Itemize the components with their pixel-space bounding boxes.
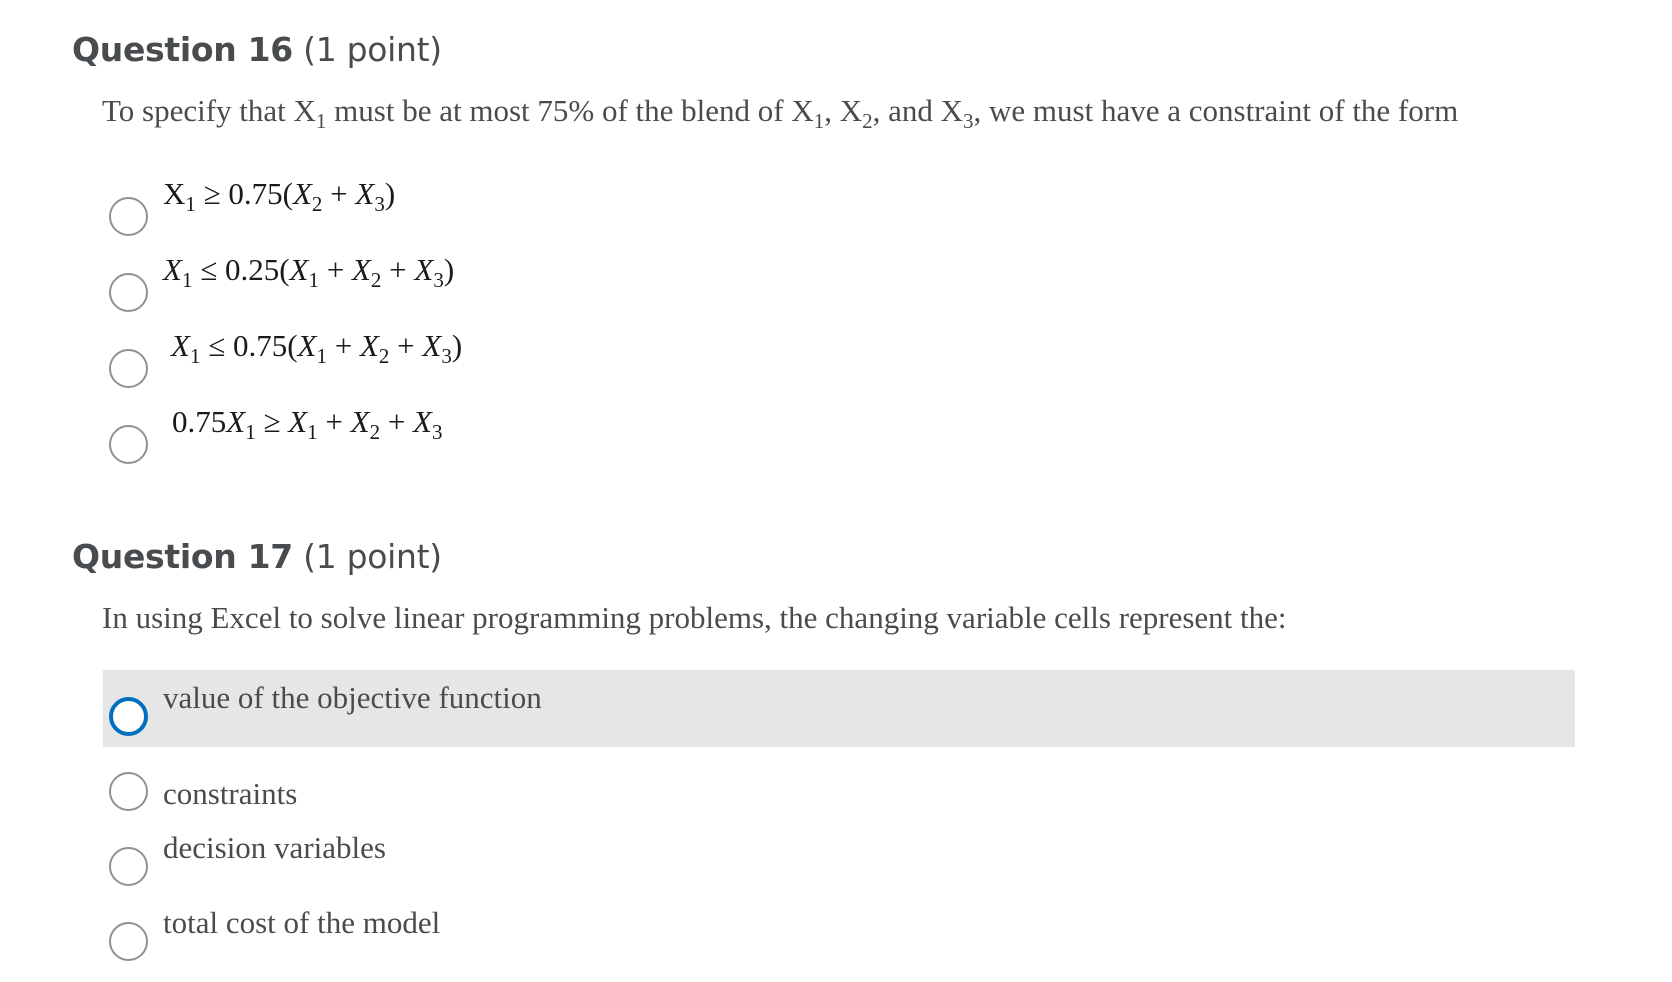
q17-option-a-radio[interactable] [109, 697, 148, 736]
question-16-prompt: To specify that $X_1$ must be at most 75% of the blend of $X_1$, $X_2$, and $X_3$, we must have a constraint of the form [102, 93, 1459, 133]
q16-option-d-expression: $0.75X_1 \ge X_1 + X_2 + X_3$ [172, 404, 443, 444]
q16-option-b-radio[interactable] [109, 273, 148, 312]
question-16-heading [72, 30, 442, 69]
question-16-number: Question 16 [72, 30, 293, 69]
q17-option-b-radio[interactable] [109, 772, 148, 811]
q16-option-b-expression: $X_1 \le 0.25(X_1 + X_2 + X_3)$ [163, 252, 455, 292]
q16-option-d-radio[interactable] [109, 425, 148, 464]
question-17-points: (1 point) [303, 537, 442, 576]
q16-option-a-radio[interactable] [109, 197, 148, 236]
q16-option-c-expression: $X_1 \le 0.75(X_1 + X_2 + X_3)$ [171, 328, 463, 368]
question-17-heading [72, 537, 442, 576]
question-17-prompt: In using Excel to solve linear programming problems, the changing variable cells represent the: [102, 600, 1287, 635]
question-17-number: Question 17 [72, 537, 293, 576]
q17-option-a-label: value of the objective function [163, 680, 542, 715]
q17-option-d-label: total cost of the model [163, 905, 441, 940]
question-16-points: (1 point) [303, 30, 442, 69]
q17-option-c-label: decision variables [163, 830, 386, 865]
q17-option-c-radio[interactable] [109, 847, 148, 886]
q16-option-c-radio[interactable] [109, 349, 148, 388]
q17-option-d-radio[interactable] [109, 922, 148, 961]
q16-option-a-expression: $X_1 \ge 0.75(X_2 + X_3)$ [163, 176, 396, 216]
q17-option-b-label: constraints [163, 776, 298, 811]
